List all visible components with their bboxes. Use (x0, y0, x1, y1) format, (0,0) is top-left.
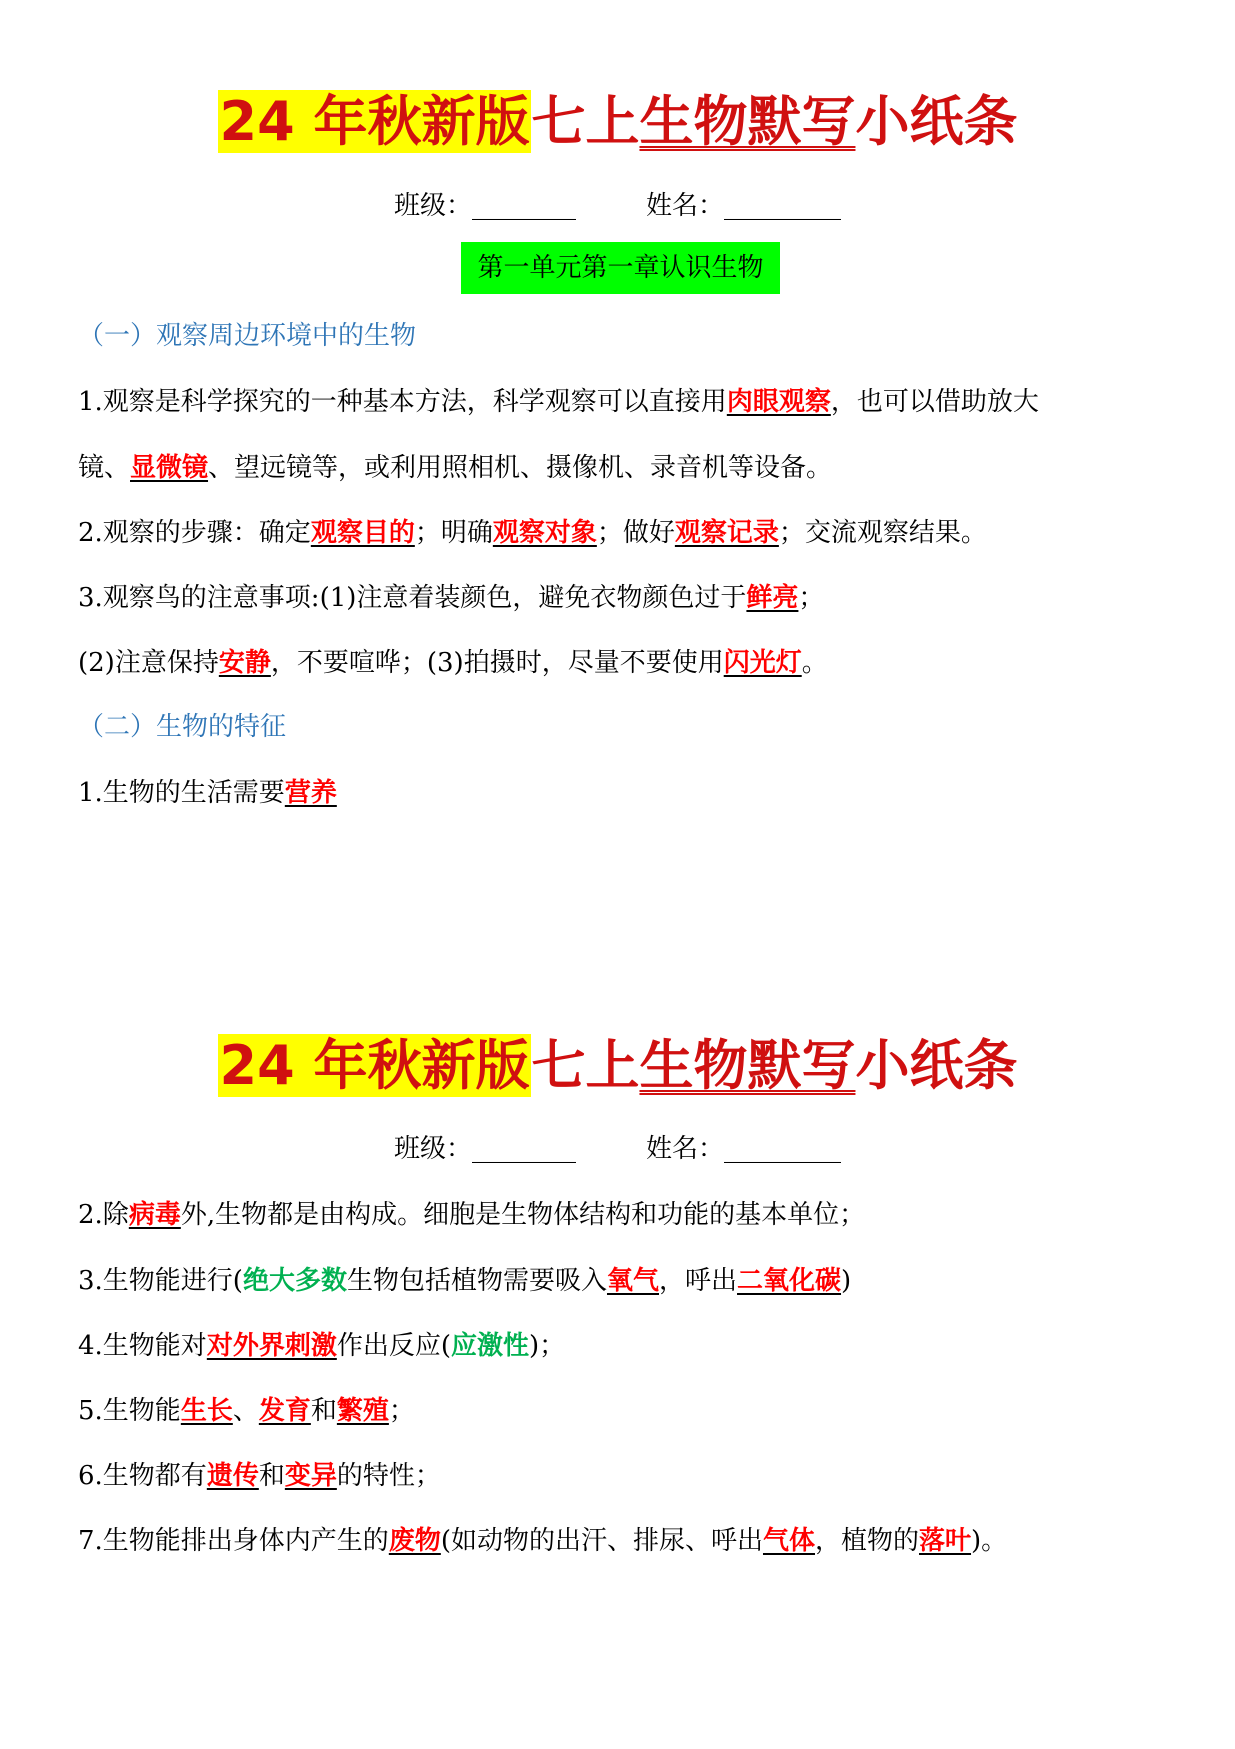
answer: 肉眼观察 (726, 387, 831, 417)
text-line: 1.生物的生活需要营养 (78, 778, 337, 808)
section-heading: （二）生物的特征 (78, 712, 287, 742)
answer: 落叶 (919, 1526, 972, 1556)
answer: 病毒 (128, 1200, 181, 1230)
answer: 变异 (284, 1461, 337, 1491)
answer: 观察记录 (674, 518, 779, 548)
answer: 废物 (388, 1526, 441, 1556)
answer: 显微镜 (130, 453, 209, 483)
answer: 二氧化碳 (737, 1266, 842, 1296)
answer: 气体 (762, 1526, 815, 1556)
text-line: 2.观察的步骤：确定观察目的；明确观察对象；做好观察记录；交流观察结果。 (78, 518, 987, 548)
name-label: 姓名： (646, 1134, 725, 1164)
student-info (0, 186, 1235, 226)
answer: 鲜亮 (746, 583, 799, 613)
answer: 观察目的 (310, 518, 415, 548)
page-title: 24 年秋新版七上生物默写小纸条 (219, 90, 1018, 153)
text-line: 5.生物能生长、发育和繁殖； (78, 1396, 415, 1426)
text-line: (2)注意保持安静，不要喧哗；(3)拍摄时，尽量不要使用闪光灯。 (78, 648, 828, 678)
answer: 对外界刺激 (206, 1331, 337, 1361)
text-line: 6.生物都有遗传和变异的特性； (78, 1461, 441, 1491)
answer: 营养 (284, 778, 337, 808)
title-highlight: 24 年秋新版 (219, 1034, 530, 1097)
green-term: 绝大多数 (242, 1266, 347, 1296)
class-blank: ________ (472, 191, 576, 221)
answer: 观察对象 (492, 518, 597, 548)
text-line: 2.除病毒外,生物都是由构成。细胞是生物体结构和功能的基本单位； (78, 1200, 866, 1230)
text-line: 1.观察是科学探究的一种基本方法，科学观察可以直接用肉眼观察，也可以借助放大 (78, 387, 1039, 417)
answer: 发育 (258, 1396, 311, 1426)
text-line: 3.生物能进行(绝大多数生物包括植物需要吸入氧气，呼出二氧化碳) (78, 1266, 852, 1296)
text-line: 3.观察鸟的注意事项:(1)注意着装颜色，避免衣物颜色过于鲜亮； (78, 583, 825, 613)
answer: 遗传 (206, 1461, 259, 1491)
answer: 安静 (218, 648, 271, 678)
class-label: 班级： (393, 1134, 472, 1164)
student-info (0, 1129, 1235, 1169)
answer: 闪光灯 (723, 648, 802, 678)
green-term: 应激性 (450, 1331, 529, 1361)
name-label: 姓名： (646, 191, 725, 221)
name-blank: _________ (724, 1134, 842, 1164)
answer: 生长 (180, 1396, 233, 1426)
answer: 繁殖 (336, 1396, 389, 1426)
text-line: 7.生物能排出身体内产生的废物(如动物的出汗、排尿、呼出气体，植物的落叶)。 (78, 1526, 1008, 1556)
text-line: 镜、显微镜、望远镜等，或利用照相机、摄像机、录音机等设备。 (78, 453, 833, 483)
page-title: 24 年秋新版七上生物默写小纸条 (219, 1034, 1018, 1097)
title-highlight: 24 年秋新版 (219, 90, 530, 153)
class-label: 班级： (393, 191, 472, 221)
answer: 氧气 (606, 1266, 659, 1296)
name-blank: _________ (724, 191, 842, 221)
chapter-heading: 第一单元第一章认识生物 (461, 242, 780, 294)
text-line: 4.生物能对对外界刺激作出反应(应激性)； (78, 1331, 566, 1361)
class-blank: ________ (472, 1134, 576, 1164)
section-heading: （一）观察周边环境中的生物 (78, 321, 417, 351)
